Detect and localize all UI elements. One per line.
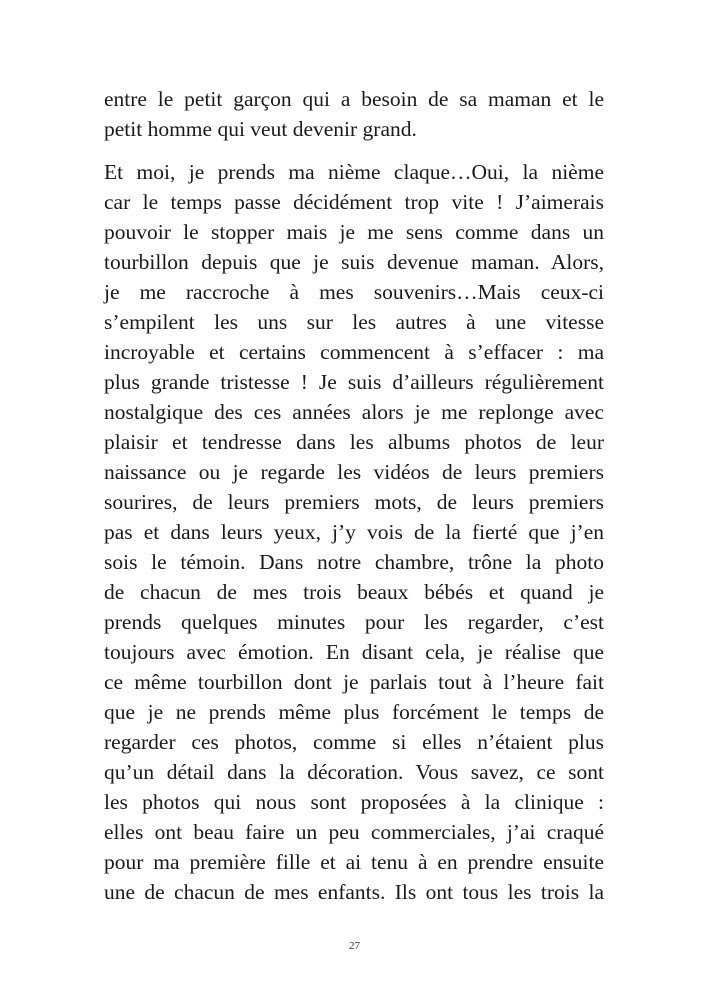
text-line: une de chacun de mes enfants. Ils ont tous les trois la (104, 880, 604, 904)
text-line: toujours avec émotion. En disant cela, je réalise que (104, 640, 604, 664)
text-line: prends quelques minutes pour les regarder, c’est (104, 610, 604, 634)
text-line: que je ne prends même plus forcément le temps de (104, 700, 604, 724)
paragraph-2 (104, 157, 604, 907)
page-number: 27 (349, 940, 360, 952)
text-line: regarder ces photos, comme si elles n’étaient plus (104, 730, 604, 754)
text-line: pouvoir le stopper mais je me sens comme dans un (104, 220, 604, 244)
text-line: car le temps passe décidément trop vite ! J’aimerais (104, 190, 604, 214)
text-line: elles ont beau faire un peu commerciales, j’ai craqué (104, 820, 604, 844)
text-line: s’empilent les uns sur les autres à une vitesse (104, 310, 604, 334)
text-line: tourbillon depuis que je suis devenue maman. Alors, (104, 250, 604, 274)
paragraph-1 (104, 84, 604, 144)
text-line: pour ma première fille et ai tenu à en prendre ensuite (104, 850, 604, 874)
text-line: petit homme qui veut devenir grand. (104, 117, 417, 141)
text-line: les photos qui nous sont proposées à la clinique : (104, 790, 604, 814)
text-line: naissance ou je regarde les vidéos de leurs premiers (104, 460, 604, 484)
text-line: qu’un détail dans la décoration. Vous savez, ce sont (104, 760, 604, 784)
text-line: sourires, de leurs premiers mots, de leurs premiers (104, 490, 604, 514)
text-line: je me raccroche à mes souvenirs…Mais ceux-ci (104, 280, 604, 304)
text-line: nostalgique des ces années alors je me replonge avec (104, 400, 604, 424)
text-line: Et moi, je prends ma nième claque…Oui, la nième (104, 160, 604, 184)
text-line: entre le petit garçon qui a besoin de sa maman et le (104, 87, 604, 111)
text-line: sois le témoin. Dans notre chambre, trône la photo (104, 550, 604, 574)
text-line: ce même tourbillon dont je parlais tout à l’heure fait (104, 670, 604, 694)
text-line: plus grande tristesse ! Je suis d’ailleurs régulièrement (104, 370, 604, 394)
text-line: pas et dans leurs yeux, j’y vois de la fierté que j’en (104, 520, 604, 544)
text-line: incroyable et certains commencent à s’effacer : ma (104, 340, 604, 364)
text-line: plaisir et tendresse dans les albums photos de leur (104, 430, 604, 454)
text-line: de chacun de mes trois beaux bébés et quand je (104, 580, 604, 604)
